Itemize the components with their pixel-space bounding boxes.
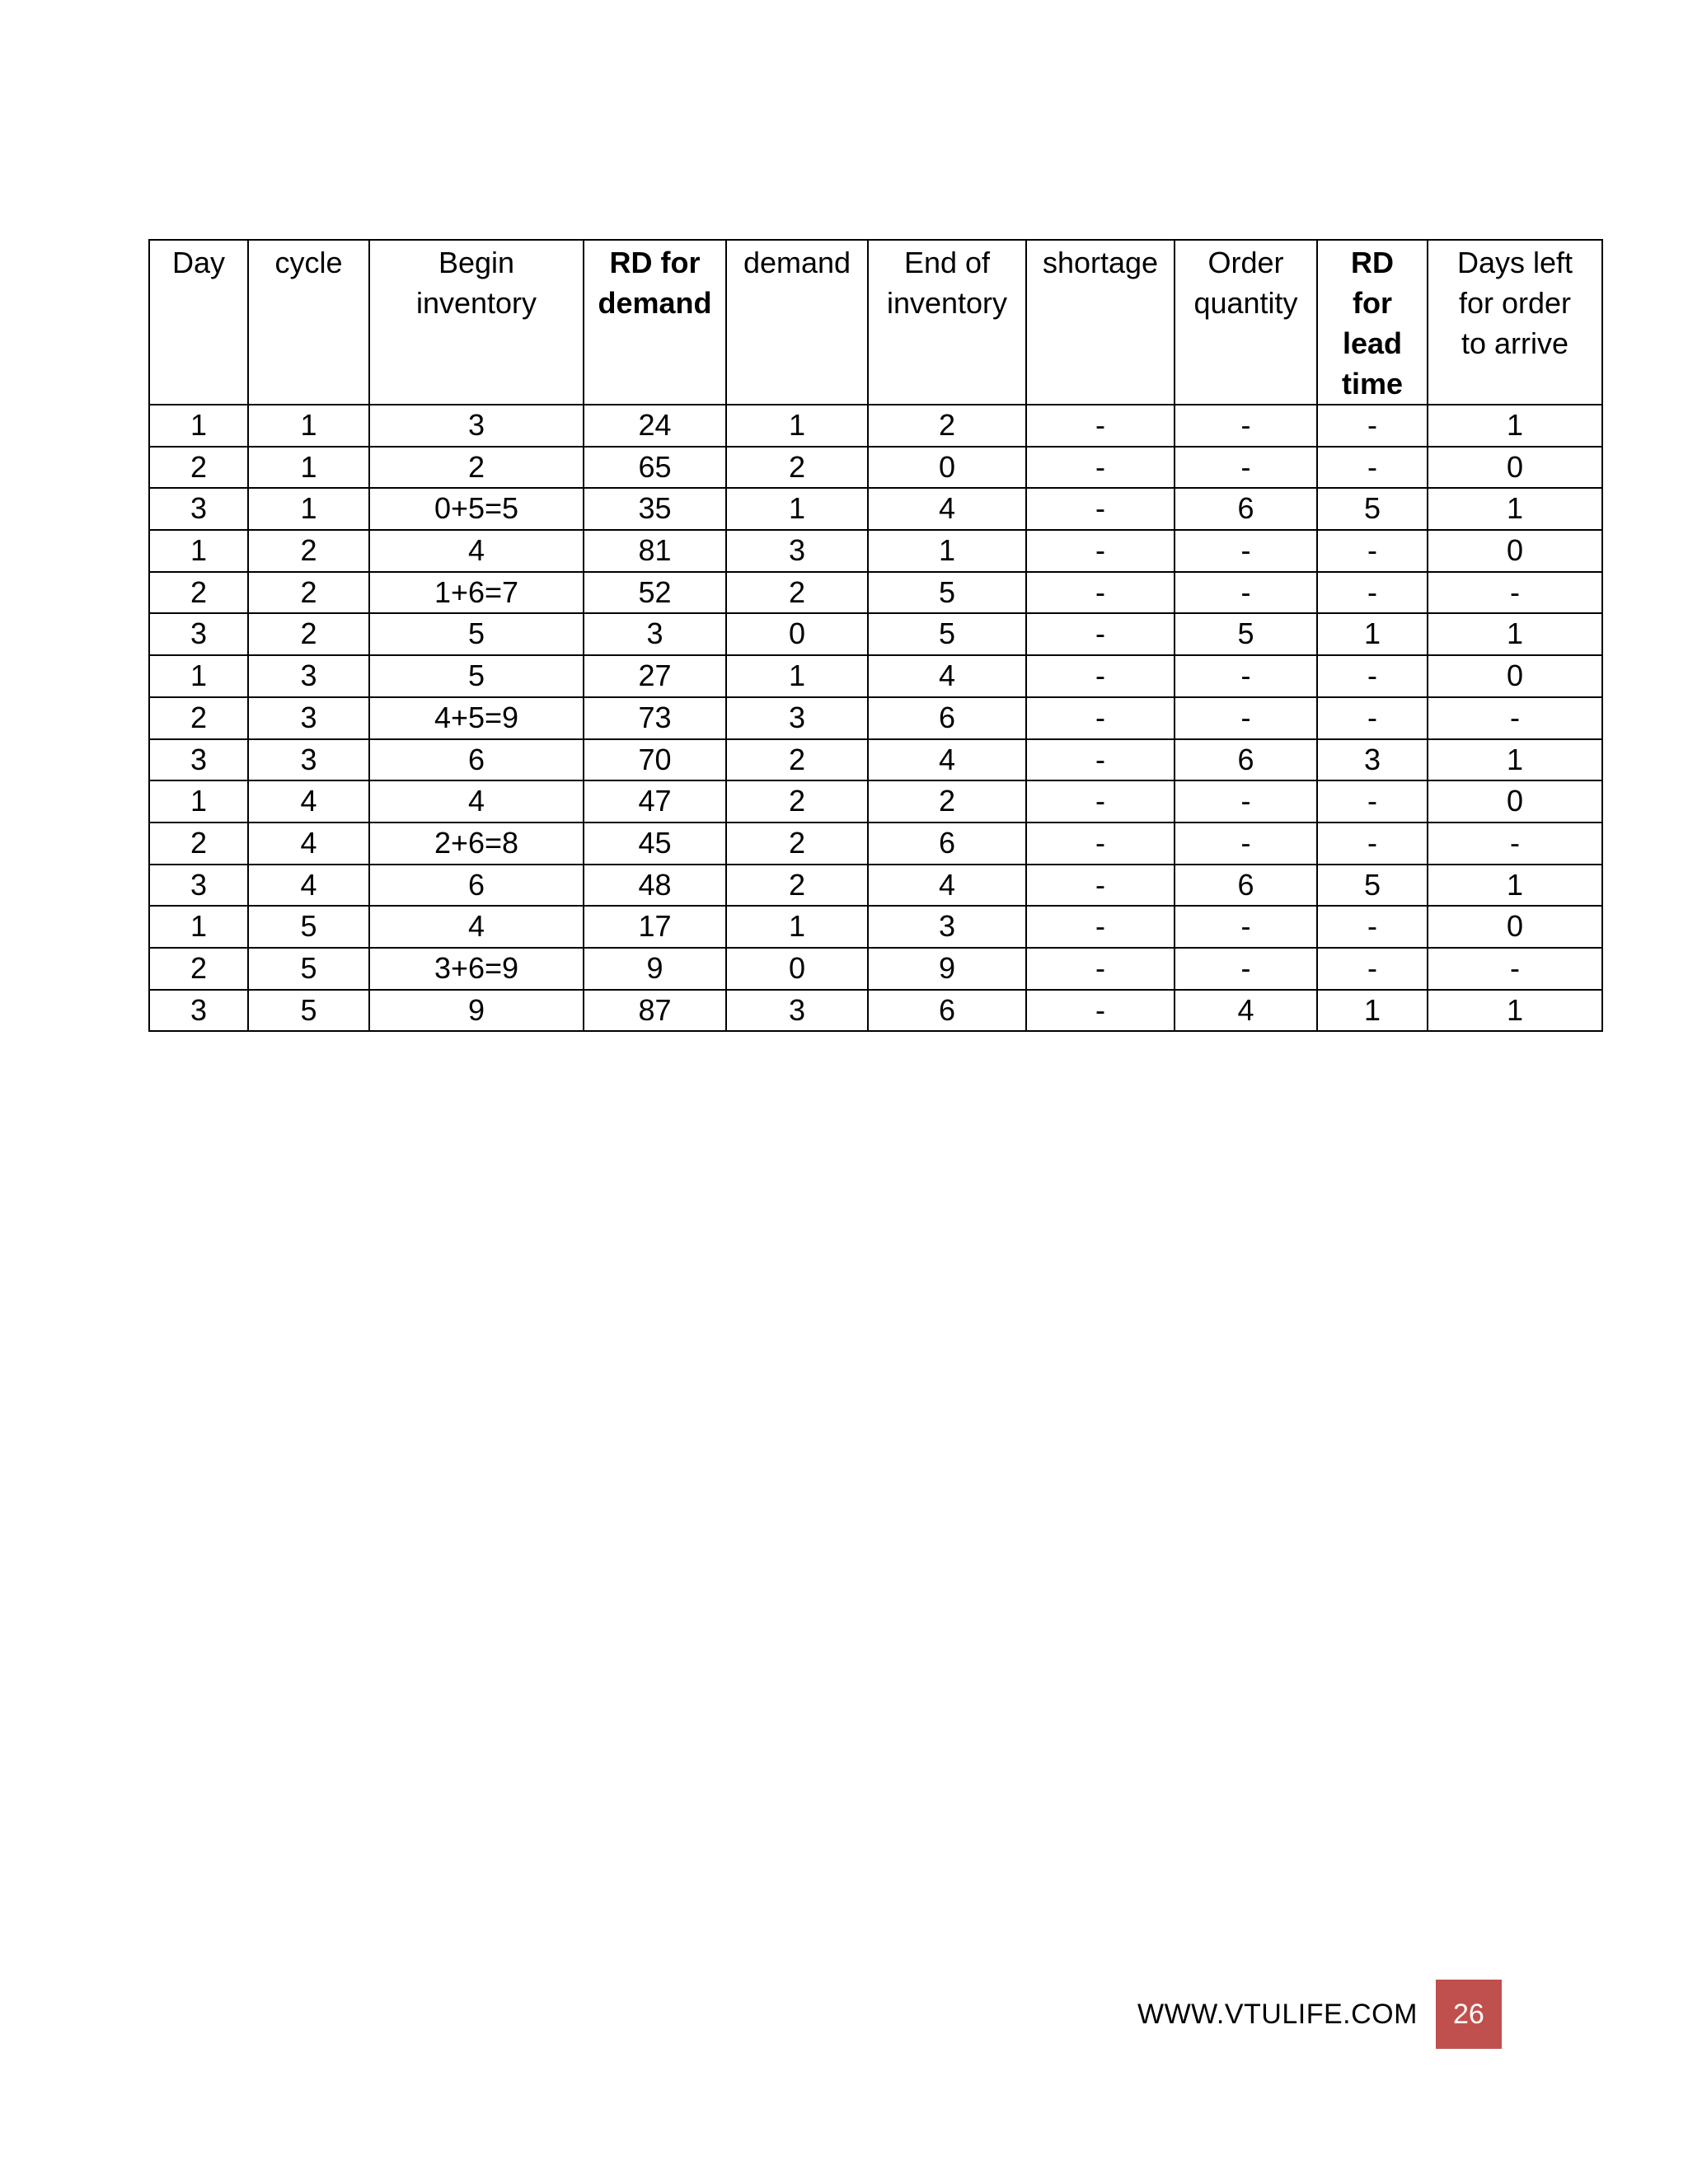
column-header (1317, 240, 1428, 405)
column-header-line: shortage (1042, 246, 1159, 279)
table-cell: - (1026, 948, 1175, 990)
table-row (149, 405, 1602, 447)
table-cell: 3 (1317, 739, 1428, 781)
table-cell: - (1428, 572, 1602, 614)
table-cell: 4 (369, 780, 584, 823)
table-cell: - (1175, 405, 1317, 447)
table-cell: 1 (149, 906, 248, 948)
table-cell: - (1317, 780, 1428, 823)
table-cell: 1 (726, 488, 868, 530)
table-cell: 5 (369, 655, 584, 697)
table-cell: 1 (1428, 488, 1602, 530)
table-cell: 1 (1317, 990, 1428, 1032)
table-cell: 1 (1428, 865, 1602, 907)
table-cell: 4 (369, 906, 584, 948)
column-header-line: RD for (609, 246, 701, 279)
table-cell: 2+6=8 (369, 823, 584, 865)
table-cell: 1 (1428, 613, 1602, 655)
table-cell: - (1175, 655, 1317, 697)
table-cell: 6 (868, 697, 1026, 739)
table-row (149, 697, 1602, 739)
inventory-simulation-table (148, 239, 1603, 1032)
table-cell: 3 (149, 739, 248, 781)
column-header-line: for (1353, 286, 1392, 320)
table-cell: - (1175, 572, 1317, 614)
column-header-line: Begin (438, 246, 515, 279)
table-cell: 4 (868, 865, 1026, 907)
table-row (149, 906, 1602, 948)
table-cell: - (1175, 823, 1317, 865)
table-cell: 3 (149, 613, 248, 655)
table-cell: 0 (726, 948, 868, 990)
column-header (1175, 240, 1317, 405)
table-cell: 47 (584, 780, 726, 823)
table-cell: 0+5=5 (369, 488, 584, 530)
table-cell: - (1317, 447, 1428, 489)
column-header (1428, 240, 1602, 405)
table-cell: 0 (1428, 655, 1602, 697)
table-cell: - (1175, 948, 1317, 990)
table-cell: 5 (1175, 613, 1317, 655)
column-header-line: demand (598, 286, 712, 320)
column-header-line: to arrive (1461, 326, 1569, 360)
table-cell: 1 (868, 530, 1026, 572)
table-cell: - (1428, 697, 1602, 739)
column-header-line: Order (1207, 246, 1284, 279)
table-cell: 4 (248, 865, 369, 907)
table-cell: - (1026, 906, 1175, 948)
column-header-line: demand (743, 246, 851, 279)
column-header-line: Day (171, 246, 226, 279)
table-cell: 2 (726, 865, 868, 907)
column-header-line: lead (1342, 326, 1403, 360)
table-cell: 3 (726, 697, 868, 739)
table-cell: - (1026, 530, 1175, 572)
table-cell: 3 (149, 865, 248, 907)
table-cell: - (1026, 488, 1175, 530)
column-header (1026, 240, 1175, 405)
table-cell: 5 (868, 572, 1026, 614)
table-cell: 65 (584, 447, 726, 489)
table-cell: 1 (149, 780, 248, 823)
column-header-line: RD (1351, 246, 1394, 279)
table-cell: 2 (726, 572, 868, 614)
table-cell: - (1175, 780, 1317, 823)
table-cell: 4 (1175, 990, 1317, 1032)
table-cell: 1 (1317, 613, 1428, 655)
table-cell: 1 (248, 488, 369, 530)
column-header-line: cycle (274, 246, 343, 279)
table-cell: - (1428, 948, 1602, 990)
table-cell: - (1175, 447, 1317, 489)
table-cell: 27 (584, 655, 726, 697)
table-cell: 2 (868, 780, 1026, 823)
table-row (149, 865, 1602, 907)
table-cell: - (1317, 572, 1428, 614)
table-cell: 1 (1428, 990, 1602, 1032)
table-cell: 52 (584, 572, 726, 614)
column-header (369, 240, 584, 405)
table-cell: 2 (248, 613, 369, 655)
table-cell: - (1026, 865, 1175, 907)
column-header (248, 240, 369, 405)
table-cell: 3 (726, 530, 868, 572)
table-row (149, 739, 1602, 781)
page-number-badge: 26 (1436, 1980, 1502, 2049)
table-cell: 0 (726, 613, 868, 655)
table-row (149, 530, 1602, 572)
table-cell: 1 (726, 655, 868, 697)
table-cell: 0 (1428, 447, 1602, 489)
table-cell: 5 (868, 613, 1026, 655)
column-header-line: End of (903, 246, 991, 279)
table-cell: 4 (868, 488, 1026, 530)
table-row (149, 948, 1602, 990)
table-cell: 5 (248, 906, 369, 948)
table-cell: 4 (248, 823, 369, 865)
table-cell: 1 (726, 906, 868, 948)
table-cell: 9 (369, 990, 584, 1032)
table-cell: 2 (248, 530, 369, 572)
table-header-row (149, 240, 1602, 405)
table-cell: 0 (1428, 530, 1602, 572)
column-header-line: quantity (1193, 286, 1298, 320)
column-header-line: for order (1458, 286, 1572, 320)
table-cell: 5 (369, 613, 584, 655)
table-cell: - (1317, 906, 1428, 948)
table-cell: 3 (248, 697, 369, 739)
table-cell: 0 (1428, 780, 1602, 823)
table-body (149, 405, 1602, 1031)
table-cell: - (1026, 572, 1175, 614)
column-header-line: time (1341, 367, 1404, 401)
table-cell: 17 (584, 906, 726, 948)
table-cell: - (1026, 447, 1175, 489)
table-row (149, 780, 1602, 823)
table-cell: 1 (726, 405, 868, 447)
table-cell: 2 (726, 739, 868, 781)
table-cell: - (1026, 613, 1175, 655)
table-cell: 9 (868, 948, 1026, 990)
table-cell: 3 (149, 990, 248, 1032)
table-cell: 3 (149, 488, 248, 530)
table-row (149, 823, 1602, 865)
table-cell: 1 (149, 655, 248, 697)
table-cell: 5 (1317, 865, 1428, 907)
table-cell: 4 (369, 530, 584, 572)
table-cell: 70 (584, 739, 726, 781)
table-cell: 2 (149, 447, 248, 489)
table-cell: 1 (149, 530, 248, 572)
table-cell: 9 (584, 948, 726, 990)
table-cell: 3 (248, 655, 369, 697)
table-cell: - (1026, 405, 1175, 447)
table-cell: 2 (868, 405, 1026, 447)
table-cell: 6 (1175, 865, 1317, 907)
table-cell: 73 (584, 697, 726, 739)
table-cell: 1 (149, 405, 248, 447)
table-cell: 1+6=7 (369, 572, 584, 614)
table-cell: 6 (369, 865, 584, 907)
column-header (726, 240, 868, 405)
table-row (149, 572, 1602, 614)
column-header (868, 240, 1026, 405)
table-cell: - (1317, 405, 1428, 447)
table-cell: 48 (584, 865, 726, 907)
table-cell: 3 (868, 906, 1026, 948)
table-cell: 2 (149, 948, 248, 990)
table-cell: 3 (726, 990, 868, 1032)
table-cell: 3 (369, 405, 584, 447)
footer-site-text: WWW.VTULIFE.COM (1137, 1998, 1418, 2030)
column-header-line: inventory (886, 286, 1008, 320)
table-cell: - (1175, 906, 1317, 948)
table-cell: - (1428, 823, 1602, 865)
table-cell: 1 (1428, 405, 1602, 447)
table-cell: 2 (248, 572, 369, 614)
column-header (584, 240, 726, 405)
page-footer (1137, 1980, 1502, 2049)
table-row (149, 613, 1602, 655)
table-cell: 3+6=9 (369, 948, 584, 990)
table-cell: 4+5=9 (369, 697, 584, 739)
table-cell: 2 (149, 697, 248, 739)
table-cell: 0 (868, 447, 1026, 489)
table-cell: 3 (248, 739, 369, 781)
table-cell: 5 (248, 990, 369, 1032)
table-cell: - (1317, 655, 1428, 697)
column-header-line: inventory (415, 286, 537, 320)
table-cell: - (1317, 530, 1428, 572)
table-cell: 1 (248, 447, 369, 489)
table-cell: 6 (868, 990, 1026, 1032)
table-cell: - (1317, 823, 1428, 865)
table-cell: 5 (1317, 488, 1428, 530)
table-cell: - (1175, 530, 1317, 572)
table-cell: 5 (248, 948, 369, 990)
table-cell: - (1317, 697, 1428, 739)
table-cell: - (1026, 697, 1175, 739)
column-header (149, 240, 248, 405)
table-cell: - (1175, 697, 1317, 739)
table-cell: - (1026, 780, 1175, 823)
table-cell: - (1317, 948, 1428, 990)
table-cell: 35 (584, 488, 726, 530)
table-cell: - (1026, 990, 1175, 1032)
table-cell: 3 (584, 613, 726, 655)
table-cell: 2 (726, 447, 868, 489)
table-cell: 4 (868, 739, 1026, 781)
table-cell: 2 (149, 572, 248, 614)
column-header-line: Days left (1456, 246, 1573, 279)
table-cell: - (1026, 739, 1175, 781)
table-cell: 6 (868, 823, 1026, 865)
table-cell: 6 (1175, 488, 1317, 530)
table-cell: - (1026, 823, 1175, 865)
table-cell: 0 (1428, 906, 1602, 948)
table-cell: 6 (369, 739, 584, 781)
table-cell: 87 (584, 990, 726, 1032)
table-cell: 4 (868, 655, 1026, 697)
table-cell: 2 (149, 823, 248, 865)
table-cell: - (1026, 655, 1175, 697)
table-cell: 24 (584, 405, 726, 447)
table-cell: 45 (584, 823, 726, 865)
table-cell: 4 (248, 780, 369, 823)
table-cell: 2 (726, 823, 868, 865)
table-cell: 81 (584, 530, 726, 572)
table-cell: 1 (248, 405, 369, 447)
table-row (149, 447, 1602, 489)
table-row (149, 655, 1602, 697)
table-cell: 2 (726, 780, 868, 823)
table-cell: 2 (369, 447, 584, 489)
table-cell: 6 (1175, 739, 1317, 781)
table-row (149, 488, 1602, 530)
table-cell: 1 (1428, 739, 1602, 781)
table-row (149, 990, 1602, 1032)
